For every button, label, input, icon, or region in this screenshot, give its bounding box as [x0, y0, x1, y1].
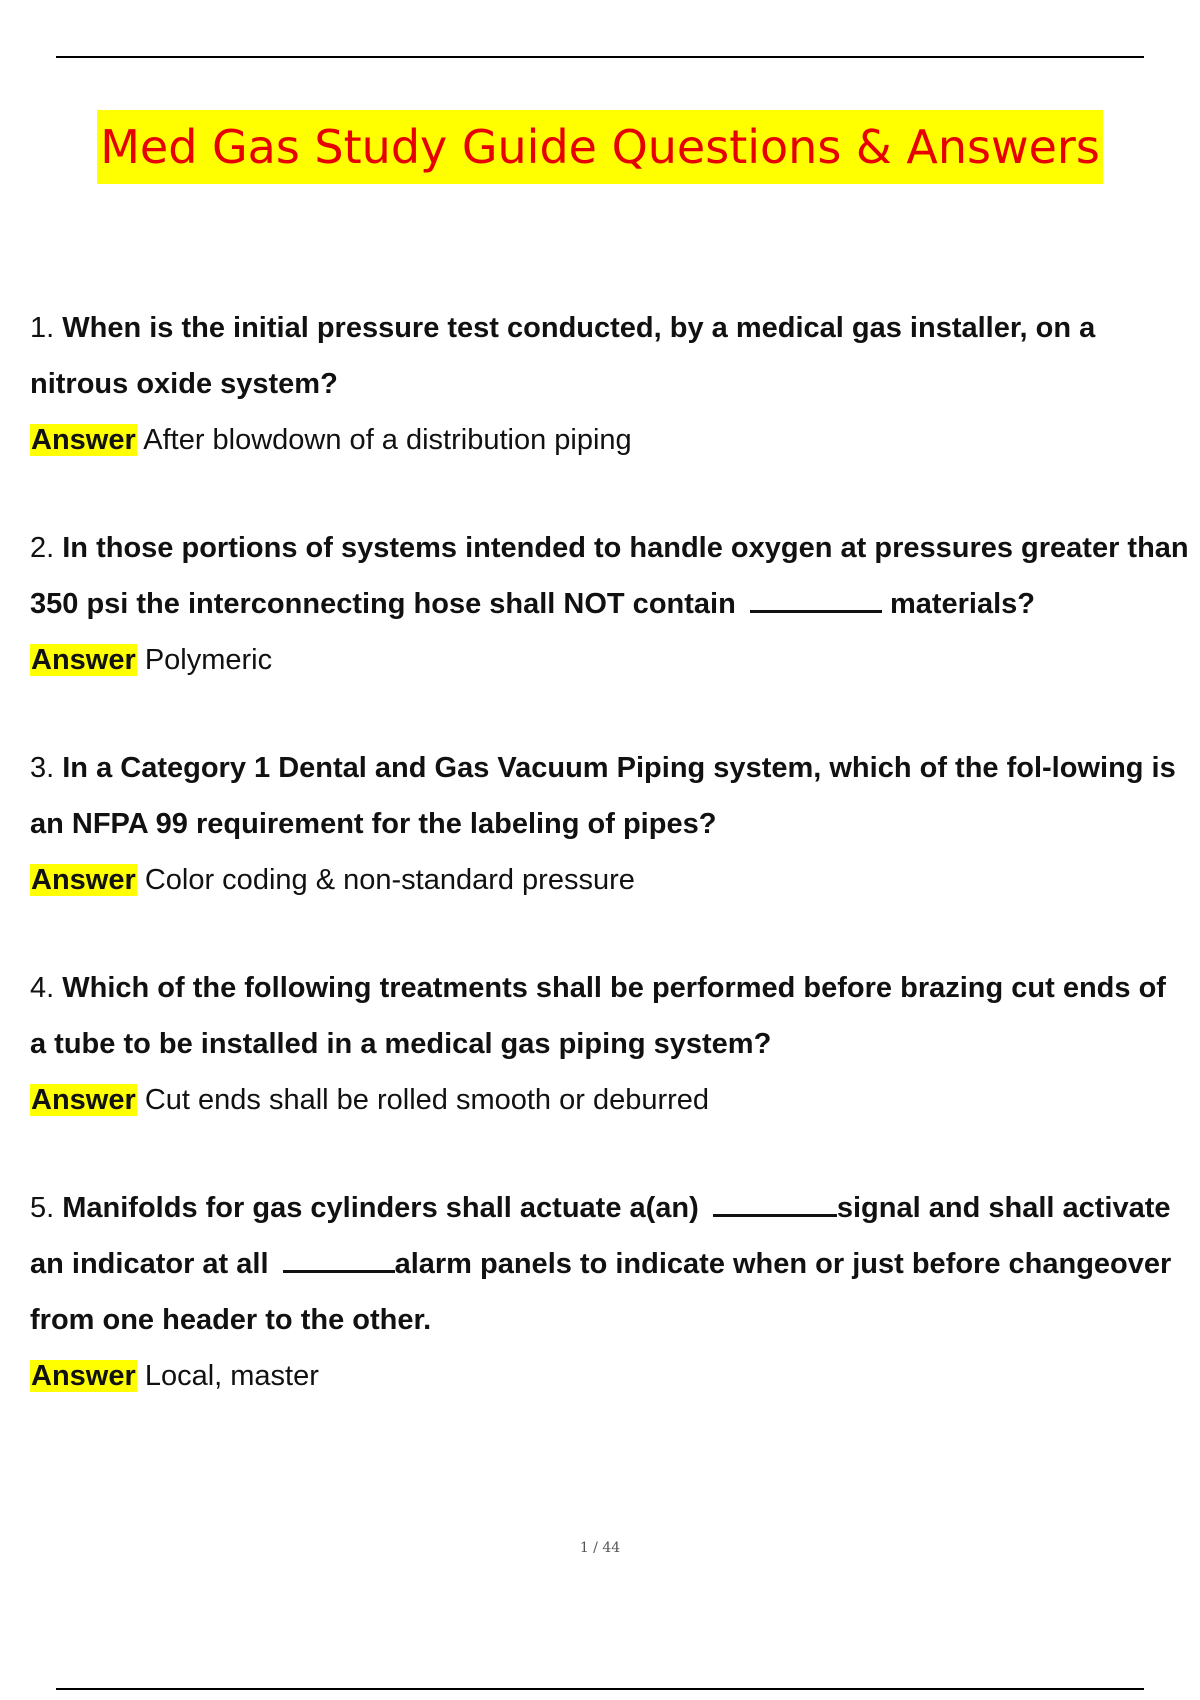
question-number: 4. — [30, 972, 55, 1004]
answer-text: Local, master — [144, 1360, 319, 1392]
question-5 — [30, 1180, 1190, 1348]
question-text: In those portions of systems intended to handle oxygen at pressures greater than 350 psi the interconnecting hose shall NOT contain — [30, 532, 1189, 620]
question-3 — [30, 740, 1190, 852]
answer-3 — [30, 852, 1190, 908]
answer-label: Answer — [31, 1360, 136, 1392]
qa-item-3 — [30, 740, 1190, 908]
question-text: Manifolds for gas cylinders shall actuate a(an) — [62, 1192, 699, 1224]
page-number: 1 / 44 — [579, 1540, 621, 1556]
bottom-rule — [56, 1688, 1144, 1690]
answer-label: Answer — [31, 644, 136, 676]
qa-item-2 — [30, 520, 1190, 688]
qa-list — [30, 300, 1190, 1404]
document-title: Med Gas Study Guide Questions & Answers — [97, 110, 1103, 184]
answer-4 — [30, 1072, 1190, 1128]
question-2 — [30, 520, 1190, 632]
top-rule — [56, 56, 1144, 58]
question-1 — [30, 300, 1190, 412]
title-wrap — [0, 110, 1200, 184]
question-text: signal and shall activate an indicator at all — [30, 1192, 1171, 1280]
qa-item-1 — [30, 300, 1190, 468]
answer-5 — [30, 1348, 1190, 1404]
qa-item-5 — [30, 1180, 1190, 1404]
question-text: materials? — [889, 588, 1036, 620]
answer-label: Answer — [31, 1084, 136, 1116]
question-number: 3. — [30, 752, 55, 784]
answer-2 — [30, 632, 1190, 688]
fill-in-blank — [750, 590, 882, 613]
question-text: alarm panels to indicate when or just before changeover from one header to the other. — [30, 1248, 1172, 1336]
question-number: 2. — [30, 532, 55, 564]
answer-1 — [30, 412, 1190, 468]
answer-text: Color coding & non-standard pressure — [144, 864, 635, 896]
qa-item-4 — [30, 960, 1190, 1128]
question-number: 5. — [30, 1192, 55, 1224]
question-number: 1. — [30, 312, 55, 344]
answer-text: Cut ends shall be rolled smooth or deburred — [144, 1084, 710, 1116]
answer-label: Answer — [31, 424, 136, 456]
answer-text: Polymeric — [144, 644, 273, 676]
question-text: When is the initial pressure test conducted, by a medical gas installer, on a nitrous oxide system? — [30, 312, 1096, 400]
fill-in-blank — [283, 1250, 395, 1273]
question-4 — [30, 960, 1190, 1072]
fill-in-blank — [713, 1194, 837, 1217]
question-text: In a Category 1 Dental and Gas Vacuum Piping system, which of the fol-lowing is an NFPA 99 requirement for the labeling of pipes? — [30, 752, 1176, 840]
question-text: Which of the following treatments shall be performed before brazing cut ends of a tube to be installed in a medical gas piping system? — [30, 972, 1166, 1060]
answer-text: After blowdown of a distribution piping — [143, 424, 632, 456]
answer-label: Answer — [31, 864, 136, 896]
